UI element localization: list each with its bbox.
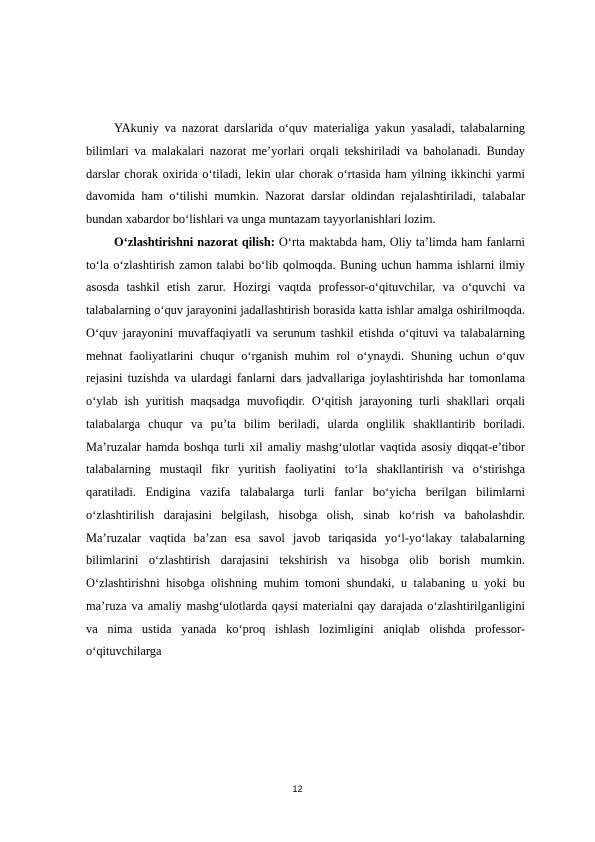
paragraph-final-lessons xyxy=(86,117,525,231)
paragraph-heading: O‘zlashtirishni nazorat qilish: xyxy=(114,234,275,249)
paragraph-mastery-control xyxy=(86,231,525,663)
document-body xyxy=(86,117,525,663)
paragraph-text: O‘rta maktabda ham, Oliy ta’limda ham fanlarni to‘la o‘zlashtirish zamon talabi bo‘lib qolmoqda. Buning uchun hamma ishlarni ilmiy asosda tashkil etish zarur. Hozirgi vaqtda professor-o‘qituvchilar, va o‘quvchi va talabalarning o‘quv jarayonini jadallashtirish borasida katta ishlar amalga oshirilmoqda. O‘quv jarayonini muvaffaqiyatli va serunum tashkil etishda o‘qituvi va talabalarning mehnat faoliyatlarini chuqur o‘rganish muhim rol o‘ynaydi. Shuning uchun o‘quv rejasini tuzishda va ulardagi fanlarni dars jadvallariga joylashtirishda har tomonlama o‘ylab ish yuritish maqsadga muvofiqdir. O‘qitish jarayoning turli shakllari orqali talabalarga chuqur va pu’ta bilim beriladi, ularda onglilik shakllantirib boriladi. Ma’ruzalar hamda boshqa turli xil amaliy mashg‘ulotlar vaqtida asosiy diqqat-e’tibor talabalarning mustaqil fikr yuritish faoliyatini to‘la shakllantirish va o‘stirishga qaratiladi. Endigina vazifa talabalarga turli fanlar bo‘yicha berilgan bilimlarni o‘zlashtirilish darajasini belgilash, hisobga olish, sinab ko‘rish va baholashdir. Ma’ruzalar vaqtida ba’zan esa savol javob tariqasida yo‘l-yo‘lakay talabalarning bilimlarini o‘zlashtirish darajasini tekshirish va hisobga olib borish mumkin. O‘zlashtirishni hisobga olishning muhim tomoni shundaki, u talabaning u yoki bu ma’ruza va amaliy mashg‘ulotlarda qaysi materialni qay darajada o‘zlashtirilganligini va nima ustida yanada ko‘proq ishlash lozimligini aniqlab olishda professor-o‘qituvchilarga xyxy=(86,234,525,659)
paragraph-text: YAkuniy va nazorat darslarida o‘quv materialiga yakun yasaladi, talabalarning bilimlari va malakalari nazorat me’yorlari orqali tekshiriladi va baholanadi. Bunday darslar chorak oxirida o‘tiladi, lekin ular chorak o‘rtasida ham yilning ikkinchi yarmi davomida ham o‘tilishi mumkin. Nazorat darslar oldindan rejalashtiriladi, talabalar bundan xabardor bo‘lishlari va unga muntazam tayyorlanishlari lozim. xyxy=(86,121,525,226)
page-number: 12 xyxy=(292,784,303,794)
